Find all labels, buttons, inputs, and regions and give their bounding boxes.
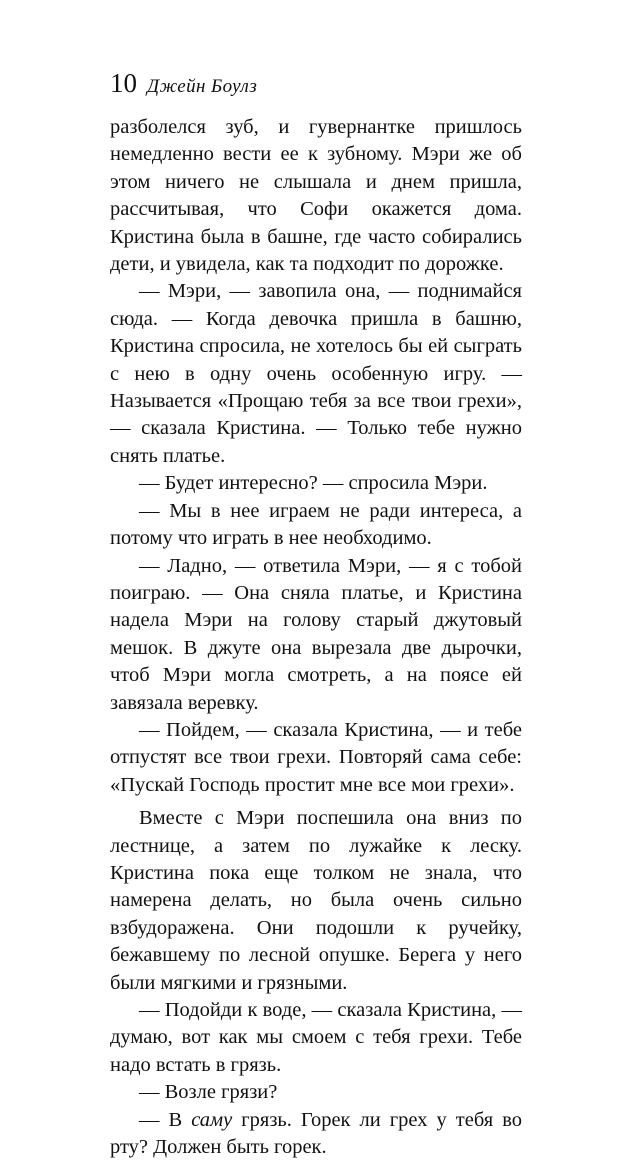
paragraph: — Мэри, — завопила она, — поднимайся сюда. — Когда девочка пришла в башню, Кристина спросила, не хотелось бы ей сыграть с нею в одну очень особенную игру. — Называется «Прощаю тебя за все твои грехи», — сказала Кристина. — Только тебе нужно снять платье. — [110, 280, 522, 467]
text-run: — В — [139, 1108, 192, 1131]
text-run: грязь. Горек ли грех у тебя во рту? Должен быть горек. — [110, 1108, 522, 1159]
paragraph-last — [110, 1107, 522, 1161]
paragraph: — Возле грязи? — [139, 1081, 278, 1104]
paragraph: — Будет интересно? — спросила Мэри. — [139, 472, 488, 495]
paragraph: — Мы в нее играем не ради интереса, а потому что играть в нее необходимо. — [110, 499, 522, 550]
paragraph: — Ладно, — ответила Мэри, — я с тобой поиграю. — Она сняла платье, и Кристина надела Мэри на голову старый джутовый мешок. В джуте она вырезала две дырочки, чтоб Мэри могла смотреть, а на поясе ей завязала веревку. — [110, 554, 522, 714]
paragraph: разболелся зуб, и гувернантке пришлось немедленно вести ее к зубному. Мэри же об этом ничего не слышала и днем пришла, рассчитывая, что Софи окажется дома. Кристина была в башне, где часто собирались дети, и увидела, как та подходит по дорожке. — [110, 116, 522, 276]
page-number: 10 — [110, 68, 137, 98]
page-header — [110, 68, 257, 99]
paragraph: — Подойди к воде, — сказала Кристина, — думаю, вот как мы смоем с тебя грехи. Тебе надо встать в грязь. — [110, 999, 522, 1076]
running-title: Джейн Боулз — [147, 76, 258, 97]
body-text — [110, 114, 522, 1161]
paragraph: — Пойдем, — сказала Кристина, — и тебе отпустят все твои грехи. Повторяй сама себе: «Пускай Господь простит мне все мои грехи». — [110, 718, 522, 796]
paragraph: Вместе с Мэри поспешила она вниз по лестнице, а затем по лужайке к леску. Кристина пока еще толком не знала, что намерена делать, но была очень сильно взбудоражена. Они подошли к ручейку, бежавшему по лесной опушке. Берега у него были мягкими и грязными. — [110, 807, 522, 994]
italic-emphasis: саму — [191, 1108, 233, 1131]
